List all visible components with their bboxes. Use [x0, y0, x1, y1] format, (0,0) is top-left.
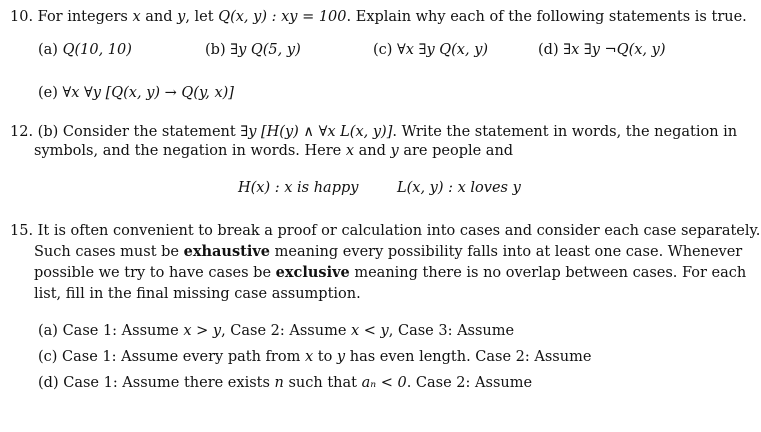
problem-text: meaning there is no overlap between cases. For each [349, 265, 747, 281]
bold-term: exclusive [275, 264, 350, 281]
part-text: Case 1: Assume there exists [63, 375, 275, 391]
math-variable: x [132, 9, 141, 25]
logic-expression: ∀x ∀y [Q(x, y) → Q(y, x)] [62, 85, 234, 101]
part-text: , Case 2: Assume [221, 323, 352, 339]
math-variable: x [345, 143, 355, 159]
problem-text: and [140, 9, 178, 25]
problem-text: possible we try to have cases be [34, 265, 276, 281]
part-10b [205, 42, 301, 58]
problem-text: meaning every possibility falls into at least one case. Whenever [270, 244, 743, 260]
problem-text: , let [185, 9, 219, 25]
math-variable: x [304, 349, 314, 365]
part-label: (d) [538, 42, 559, 58]
problem-12-line-2 [34, 142, 513, 160]
logic-expression: Q(10, 10) [62, 42, 132, 58]
part-label: (c) [373, 42, 393, 58]
bold-term: exhaustive [183, 243, 270, 260]
problem-number: 12. [10, 124, 34, 140]
part-text: , Case 3: Assume [388, 323, 515, 339]
logic-expression: ∃y Q(5, y) [230, 42, 301, 58]
problem-text: . Write the statement in words, the negation in [392, 124, 738, 140]
problem-10-statement [10, 8, 747, 26]
problem-15-line-2 [34, 243, 742, 261]
problem-text: and [354, 143, 391, 159]
definition-loves: L(x, y) : x loves y [397, 180, 521, 196]
problem-15-line-3 [34, 264, 746, 282]
math-expression: aₙ < 0 [361, 375, 407, 391]
math-variable: y [336, 349, 346, 365]
problem-15-line-4: list, fill in the final missing case assumption. [34, 286, 361, 302]
problem-text: Such cases must be [34, 244, 184, 260]
problem-number: 10. [10, 9, 34, 25]
part-10c [373, 42, 488, 58]
part-label: (a) [38, 42, 58, 58]
part-text: to [313, 349, 337, 365]
part-text: has even length. Case 2: Assume [345, 349, 592, 365]
problem-12-line-1 [10, 123, 737, 141]
part-15a [38, 322, 514, 340]
math-expression: x > y [183, 323, 222, 339]
part-label: (b) [205, 42, 226, 58]
part-text: Case 1: Assume [62, 323, 184, 339]
problem-text: symbols, and the negation in words. Here [34, 143, 346, 159]
predicate-definition: Q(x, y) : xy = 100 [218, 9, 347, 25]
math-expression: x < y [351, 323, 389, 339]
part-15d [38, 374, 532, 392]
part-text: Case 1: Assume every path from [62, 349, 305, 365]
problem-text: For integers [37, 9, 133, 25]
problem-number: 15. [10, 223, 34, 239]
part-label: (e) [38, 85, 58, 101]
part-text: such that [283, 375, 362, 391]
logic-expression: ∀x ∃y Q(x, y) [397, 42, 489, 58]
math-variable: n [274, 375, 284, 391]
definition-happy: H(x) : x is happy [238, 180, 359, 196]
part-label: (b) [37, 124, 59, 140]
logic-expression: ∃x ∃y ¬Q(x, y) [563, 42, 666, 58]
logic-expression: ∃y [H(y) ∧ ∀x L(x, y)] [240, 124, 393, 140]
problem-text: are people and [398, 143, 514, 159]
part-label: (d) [38, 375, 59, 391]
problem-text: Consider the statement [62, 124, 241, 140]
part-15c [38, 348, 591, 366]
part-text: . Case 2: Assume [406, 375, 533, 391]
problem-text: It is often convenient to break a proof or calculation into cases and consider each case separately. [37, 223, 761, 239]
problem-text: . Explain why each of the following statements is true. [346, 9, 747, 25]
part-10d [538, 42, 665, 58]
part-label: (c) [38, 349, 58, 365]
problem-15-line-1 [10, 222, 760, 240]
part-10e [38, 85, 234, 101]
math-variable: y [390, 143, 399, 159]
math-variable: y [177, 9, 186, 25]
part-10a [38, 42, 132, 58]
part-label: (a) [38, 323, 58, 339]
